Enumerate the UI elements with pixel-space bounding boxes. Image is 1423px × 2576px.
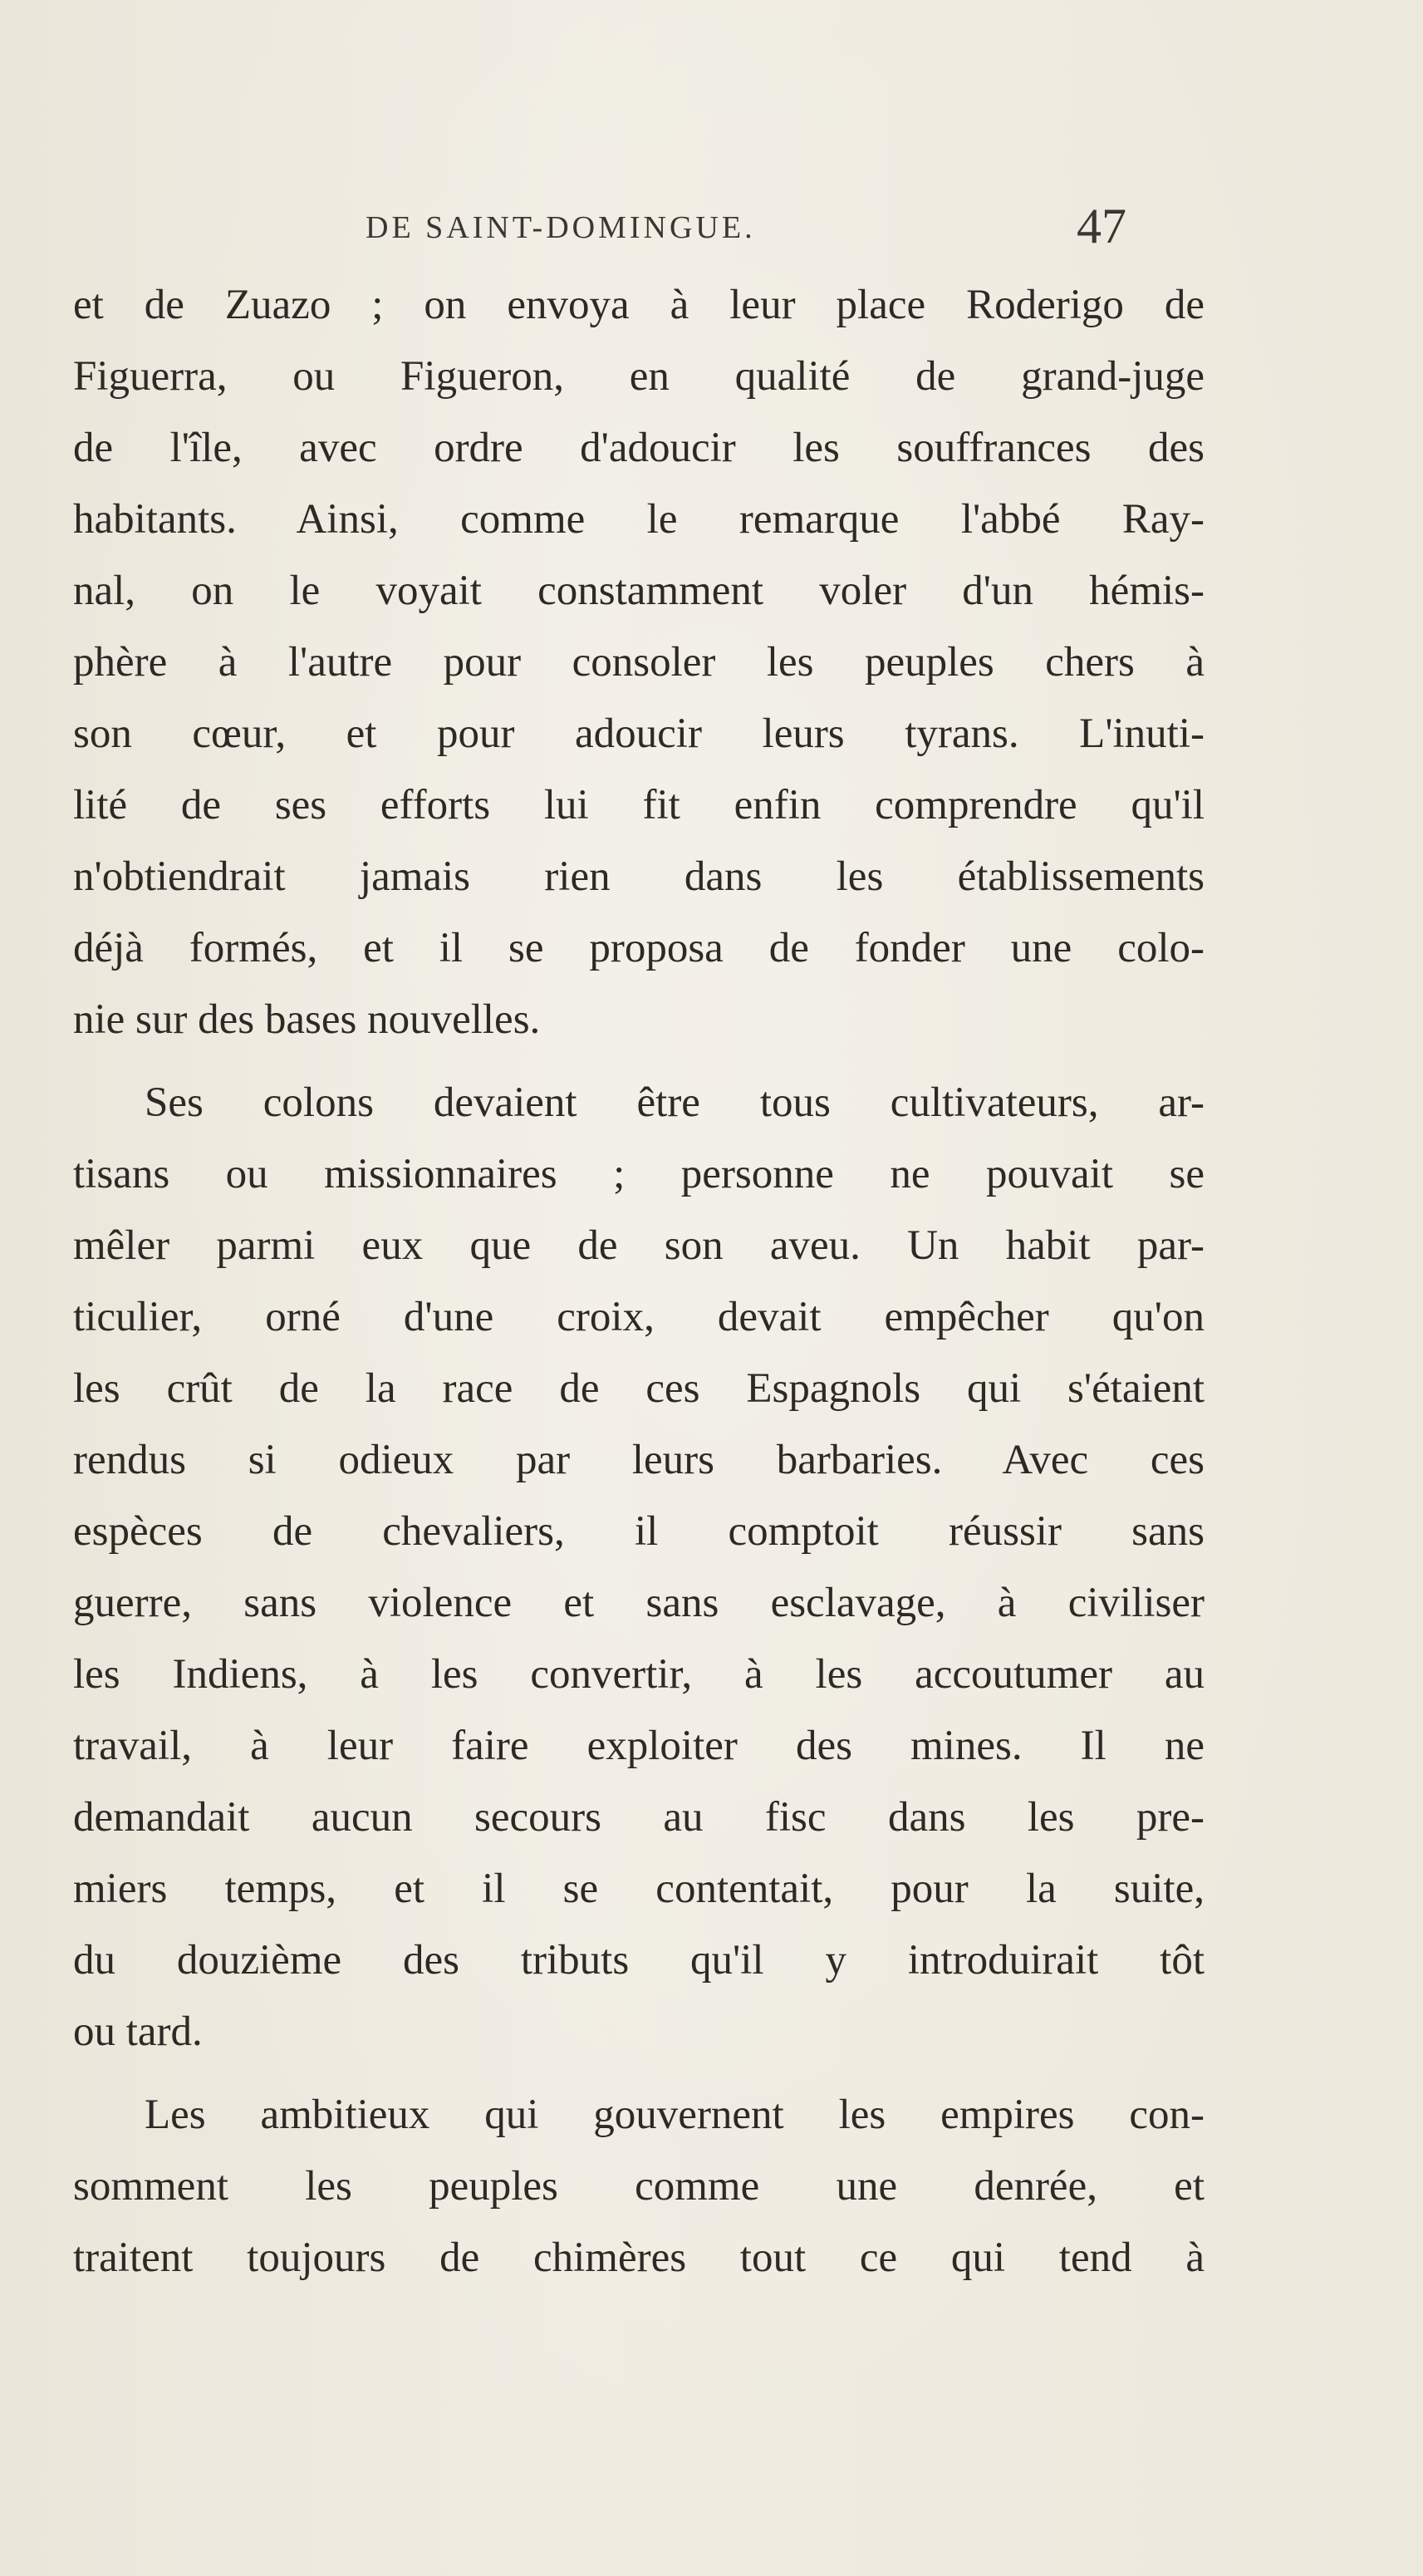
text-line: miers temps, et il se contentait, pour la suite, (73, 1866, 1205, 1912)
text-line: déjà formés, et il se proposa de fonder une colo- (73, 925, 1205, 971)
text-line: espèces de chevaliers, il comptoit réussir sans (73, 1508, 1205, 1555)
text-line: travail, à leur faire exploiter des mines. Il ne (73, 1723, 1205, 1769)
text-line: guerre, sans violence et sans esclavage, à civiliser (73, 1580, 1205, 1626)
text-line: nie sur des bases nouvelles. (73, 996, 541, 1043)
text-line: somment les peuples comme une denrée, et (73, 2163, 1205, 2210)
text-line: lité de ses efforts lui fit enfin comprendre qu'il (73, 782, 1205, 828)
text-line: nal, on le voyait constamment voler d'un hémis- (73, 568, 1205, 614)
running-head (0, 198, 1423, 264)
text-line: et de Zuazo ; on envoya à leur place Roderigo de (73, 282, 1205, 328)
paragraph-gap (73, 2067, 1205, 2079)
text-line: phère à l'autre pour consoler les peuples chers à (73, 639, 1205, 686)
text-line: Les ambitieux qui gouvernent les empires con- (145, 2092, 1205, 2138)
running-title: DE SAINT-DOMINGUE. (366, 210, 756, 245)
text-line: son cœur, et pour adoucir leurs tyrans. L'inuti- (73, 710, 1205, 757)
text-line: Figuerra, ou Figueron, en qualité de grand-juge (73, 353, 1205, 400)
paragraph-1 (73, 269, 1205, 1055)
text-line: mêler parmi eux que de son aveu. Un habit par- (73, 1222, 1205, 1269)
paragraph-gap (73, 1055, 1205, 1067)
text-line: les Indiens, à les convertir, à les accoutumer au (73, 1651, 1205, 1698)
text-line: habitants. Ainsi, comme le remarque l'abbé Ray- (73, 496, 1205, 543)
page-number: 47 (1077, 199, 1126, 253)
text-line: Ses colons devaient être tous cultivateurs, ar- (145, 1079, 1205, 1126)
text-line: du douzième des tributs qu'il y introduirait tôt (73, 1937, 1205, 1984)
text-line: rendus si odieux par leurs barbaries. Avec ces (73, 1437, 1205, 1483)
text-line: n'obtiendrait jamais rien dans les établissements (73, 853, 1205, 900)
text-line: de l'île, avec ordre d'adoucir les souffrances des (73, 425, 1205, 471)
body-text (73, 269, 1205, 2293)
text-line: les crût de la race de ces Espagnols qui s'étaient (73, 1365, 1205, 1412)
text-line: ticulier, orné d'une croix, devait empêcher qu'on (73, 1294, 1205, 1340)
text-line: demandait aucun secours au fisc dans les pre- (73, 1794, 1205, 1841)
text-line: traitent toujours de chimères tout ce qui tend à (73, 2234, 1205, 2281)
text-line: tisans ou missionnaires ; personne ne pouvait se (73, 1151, 1205, 1197)
text-line: ou tard. (73, 2008, 203, 2055)
paragraph-2 (73, 1067, 1205, 2067)
paragraph-3 (73, 2079, 1205, 2293)
